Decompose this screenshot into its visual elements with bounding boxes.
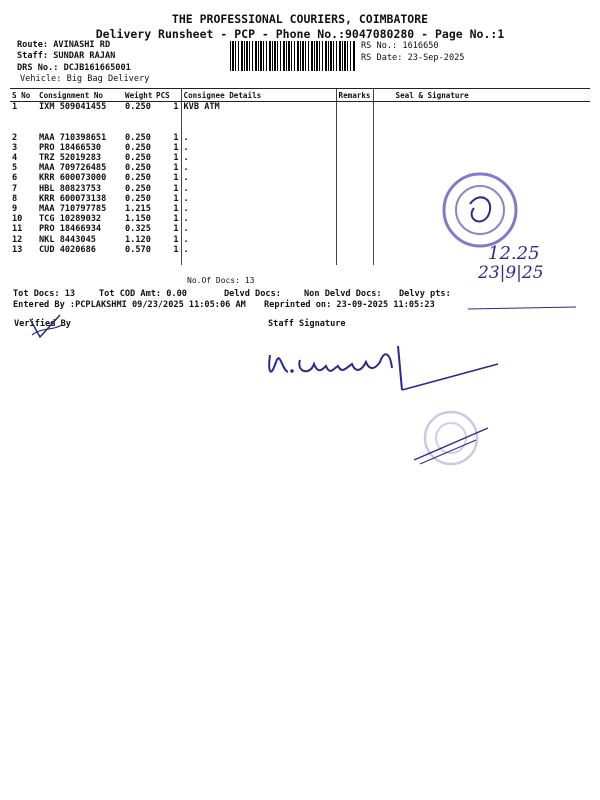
- empty-cell: [37, 255, 123, 265]
- table-row: [10, 153, 590, 163]
- row-seal-signature: [373, 133, 590, 143]
- company-title: THE PROFESSIONAL COURIERS, COIMBATORE: [171, 12, 429, 26]
- table-row: [10, 112, 590, 122]
- row-consignee-details: .: [181, 224, 336, 234]
- row-remarks: [336, 184, 373, 194]
- row-consignee-details: [181, 122, 336, 132]
- row-pcs: 1: [173, 214, 179, 225]
- staff-label: Staff: SUNDAR RAJAN: [17, 51, 116, 61]
- row-weight: 1.215: [125, 204, 151, 214]
- row-sno: 10: [12, 214, 23, 225]
- row-consignee-details: .: [181, 204, 336, 214]
- row-sno: 5: [12, 163, 18, 174]
- row-consignee-details: .: [181, 245, 336, 255]
- row-consignment-no: KRR 600073000: [39, 173, 107, 184]
- row-seal-signature: [373, 102, 590, 113]
- rs-date: RS Date: 23-Sep-2025: [361, 53, 465, 63]
- row-pcs: [154, 112, 181, 122]
- row-pcs: 1: [173, 224, 179, 235]
- row-consignment-no: KRR 600073138: [39, 193, 107, 204]
- row-remarks: [336, 173, 373, 183]
- row-consignment-no: PRO 18466530: [39, 142, 102, 153]
- row-seal-signature: [373, 112, 590, 122]
- row-weight: [123, 112, 154, 122]
- row-pcs: 1: [173, 173, 179, 184]
- row-consignee-details: KVB ATM: [181, 102, 336, 113]
- row-weight: 0.250: [125, 142, 151, 153]
- row-weight: 1.120: [125, 234, 151, 245]
- delvd-docs: Delvd Docs:: [224, 289, 281, 299]
- row-consignment-no: [37, 112, 123, 122]
- row-remarks: [336, 194, 373, 204]
- row-weight: 1.150: [125, 214, 151, 225]
- row-sno: 3: [12, 142, 18, 153]
- row-consignment-no: MAA 709726485: [39, 163, 107, 174]
- row-remarks: [336, 163, 373, 173]
- row-consignment-no: PRO 18466934: [39, 224, 102, 235]
- row-weight: [123, 122, 154, 132]
- row-seal-signature: [373, 143, 590, 153]
- row-weight: 0.250: [125, 152, 151, 163]
- row-pcs: 1: [173, 102, 179, 112]
- empty-cell: [10, 255, 37, 265]
- vehicle-label: Vehicle: Big Bag Delivery: [20, 74, 150, 84]
- row-consignee-details: [181, 112, 336, 122]
- drs-number: DRS No.: DCJB161665001: [17, 63, 131, 73]
- row-remarks: [336, 102, 373, 113]
- row-pcs: 1: [173, 152, 179, 163]
- row-consignment-no: CUD 4020686: [39, 244, 96, 255]
- row-pcs: 1: [173, 234, 179, 245]
- row-sno: 4: [12, 152, 18, 163]
- col-header-consignment: Consignment No: [37, 89, 123, 102]
- row-consignee-details: .: [181, 173, 336, 183]
- row-seal-signature: [373, 153, 590, 163]
- delvy-pts: Delvy pts:: [399, 289, 451, 299]
- row-consignment-no: TRZ 52019283: [39, 152, 102, 163]
- row-sno: 8: [12, 193, 18, 204]
- row-pcs: 1: [173, 142, 179, 153]
- runsheet-subtitle: Delivery Runsheet - PCP - Phone No.:9047080280 - Page No.:1: [95, 27, 505, 41]
- row-weight: 0.570: [125, 244, 151, 255]
- col-header-sno: S No: [10, 89, 37, 102]
- row-consignment-no: MAA 710398651: [39, 132, 107, 143]
- row-consignment-no: HBL 80823753: [39, 183, 102, 194]
- empty-cell: [336, 255, 373, 265]
- verified-by-label: Verified By: [14, 319, 71, 329]
- row-remarks: [336, 122, 373, 132]
- row-consignment-no: IXM 509041455: [39, 102, 107, 112]
- row-seal-signature: [373, 122, 590, 132]
- tot-docs: Tot Docs: 13: [13, 289, 76, 299]
- row-sno: 7: [12, 183, 18, 194]
- row-weight: 0.250: [125, 102, 151, 112]
- row-weight: 0.325: [125, 224, 151, 235]
- row-remarks: [336, 112, 373, 122]
- row-remarks: [336, 224, 373, 234]
- route-label: Route: AVINASHI RD: [17, 40, 111, 50]
- row-sno: 2: [12, 132, 18, 143]
- row-weight: 0.250: [125, 183, 151, 194]
- row-sno: 11: [12, 224, 23, 235]
- row-consignee-details: .: [181, 143, 336, 153]
- barcode-image: [230, 41, 356, 71]
- row-pcs: 1: [173, 244, 179, 255]
- row-consignee-details: .: [181, 153, 336, 163]
- col-header-weight: Weight: [125, 90, 153, 100]
- table-row: [10, 143, 590, 153]
- entered-by: Entered By :PCPLAKSHMI 09/23/2025 11:05:06 AM: [13, 300, 246, 310]
- empty-cell: [154, 255, 181, 265]
- row-consignee-details: .: [181, 194, 336, 204]
- row-sno: [10, 112, 37, 122]
- row-sno: 12: [12, 234, 23, 245]
- row-weight: 0.250: [125, 193, 151, 204]
- no-of-docs: No.Of Docs: 13: [187, 276, 255, 285]
- row-sno: 9: [12, 204, 18, 214]
- table-row: [10, 133, 590, 143]
- row-remarks: [336, 143, 373, 153]
- row-pcs: 1: [173, 163, 179, 174]
- row-remarks: [336, 245, 373, 255]
- handwritten-date: 23|9|25: [478, 263, 544, 283]
- reprinted-on: Reprinted on: 23-09-2025 11:05:23: [264, 300, 435, 310]
- row-pcs: 1: [173, 183, 179, 194]
- row-remarks: [336, 204, 373, 214]
- row-consignment-no: NKL 8443045: [39, 234, 96, 245]
- row-remarks: [336, 214, 373, 224]
- row-consignee-details: .: [181, 235, 336, 245]
- company-seal-stamp: [440, 170, 520, 250]
- row-pcs: [154, 122, 181, 132]
- col-header-seal: Seal & Signature: [373, 89, 590, 102]
- empty-cell: [123, 255, 154, 265]
- row-weight: 0.250: [125, 163, 151, 174]
- row-remarks: [336, 235, 373, 245]
- row-remarks: [336, 153, 373, 163]
- table-row: [10, 102, 590, 113]
- non-delvd-docs: Non Delvd Docs:: [304, 289, 382, 299]
- row-pcs: 1: [173, 132, 179, 143]
- table-row: [10, 122, 590, 132]
- staff-signature-label: Staff Signature: [268, 319, 346, 329]
- table-header-row: [10, 89, 590, 102]
- row-sno: 1: [12, 102, 18, 112]
- row-pcs: 1: [173, 193, 179, 204]
- row-consignee-details: .: [181, 163, 336, 173]
- col-header-consignee: Consignee Details: [181, 89, 336, 102]
- row-consignment-no: MAA 710797785: [39, 204, 107, 214]
- row-consignment-no: TCG 10289032: [39, 214, 102, 225]
- col-header-remarks: Remarks: [336, 89, 373, 102]
- col-header-pcs: PCS: [154, 89, 181, 102]
- row-consignment-no: [37, 122, 123, 132]
- verified-by-scribble: [26, 313, 66, 343]
- handwritten-time: 12.25: [488, 243, 540, 264]
- staff-signature: [262, 340, 582, 480]
- row-weight: 0.250: [125, 132, 151, 143]
- row-remarks: [336, 133, 373, 143]
- empty-cell: [181, 255, 336, 265]
- row-consignee-details: .: [181, 133, 336, 143]
- row-pcs: 1: [173, 204, 179, 214]
- row-sno: [10, 122, 37, 132]
- row-consignee-details: .: [181, 184, 336, 194]
- row-consignee-details: .: [181, 214, 336, 224]
- delvy-pts-line: [468, 306, 578, 312]
- rs-number: RS No.: 1616650: [361, 41, 439, 51]
- row-sno: 6: [12, 173, 18, 184]
- row-sno: 13: [12, 244, 23, 255]
- tot-cod-amt: Tot COD Amt: 0.00: [99, 289, 187, 299]
- row-weight: 0.250: [125, 173, 151, 184]
